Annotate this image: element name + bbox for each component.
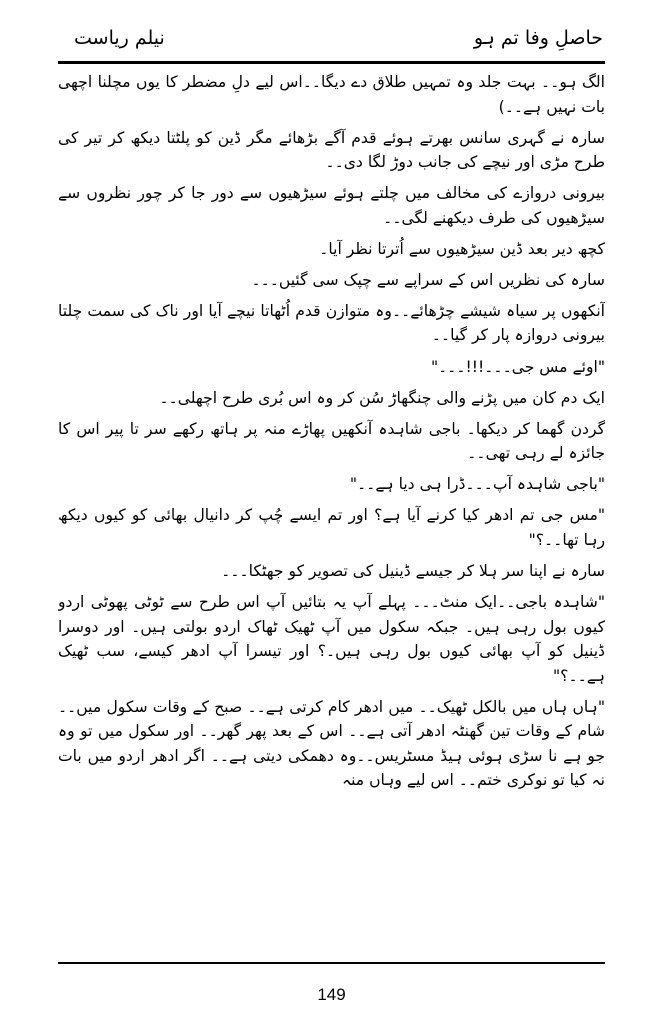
paragraph: سارہ نے گہری سانس بھرتے ہوئے قدم آگے بڑھائے مگر ڈین کو پلٹتا دیکھ کر تیر کی طرح مڑی اور نیچے کی جانب دوڑ لگا دی۔۔ bbox=[58, 128, 605, 172]
paragraph: سارہ کی نظریں اس کے سراپے سے چپک سی گئیں۔۔۔ bbox=[251, 270, 605, 289]
footer-divider bbox=[58, 962, 605, 964]
paragraph: "مس جی تم ادھر کیا کرنے آیا ہے؟ اور تم ایسے چُپ کر دانیال بھائی کو کیوں دیکھ رہا تھا۔۔؟" bbox=[58, 506, 605, 549]
paragraph: "شاہدہ باجی۔۔ایک منٹ۔۔۔ پہلے آپ یہ بتائیں آپ اس طرح سے ٹوٹی پھوٹی اردو کیوں بول رہی ہیں۔ جبکہ سکول میں آپ ٹھیک ٹھاک اردو بولتی ہیں۔ اور دوسرا ڈینیل کو آپ بھائی کیوں بول رہی ہیں۔؟ اور تیسرا آپ ادھر کیسے، سب ٹھیک ہے۔۔؟" bbox=[58, 593, 605, 685]
page-body bbox=[58, 70, 605, 958]
paragraph: کچھ دیر بعد ڈین سیڑھیوں سے اُترتا نظر آیا۔ bbox=[319, 239, 605, 258]
paragraph: "اوئے مس جی۔۔۔!!!۔۔۔" bbox=[430, 357, 605, 376]
page-number: 149 bbox=[317, 985, 346, 1004]
paragraph: گردن گھما کر دیکھا۔ باجی شاہدہ آنکھیں پھاڑے منہ پر ہاتھ رکھے سر تا پیر اس کا جائزہ لے رہی تھی۔۔ bbox=[58, 419, 605, 463]
paragraph: "ہاں ہاں میں بالکل ٹھیک۔۔ میں ادھر کام کرتی ہے۔۔ صبح کے وقات سکول میں۔۔شام کے وقات تین گھنٹہ ادھر آتی ہے۔۔ اس کے بعد پھر گھر۔۔ اور سکول میں تو وہ جو ہے نا سڑی ہوئی ہیڈ مسٹریس۔۔وہ دھمکی دیتی ہے۔۔ اگر ادھر اردو میں بات نہ کیا تو نوکری ختم۔۔ اس لیے وہاں منہ bbox=[58, 697, 605, 790]
paragraph: آنکھوں پر سیاہ شیشے چڑھائے۔۔وہ متوازن قدم اُٹھاتا نیچے آیا اور ناک کی سمت چلتا بیرونی دروازہ پار کر گیا۔۔ bbox=[58, 301, 605, 345]
author-name: نیلم ریاست bbox=[74, 27, 165, 49]
paragraph: سارہ نے اپنا سر ہلا کر جیسے ڈینیل کی تصویر کو جھٹکا۔۔۔ bbox=[221, 562, 605, 581]
paragraph: ایک دم کان میں پڑنے والی چنگھاڑ سُن کر وہ اس بُری طرح اچھلی۔۔ bbox=[159, 388, 605, 407]
paragraph: "باجی شاہدہ آپ۔۔۔ڈرا ہی دیا ہے۔۔" bbox=[349, 475, 605, 494]
paragraph: بیرونی دروازے کی مخالف میں چلتے ہوئے سیڑھیوں سے دور جا کر چور نظروں سے سیڑھیوں کی طرف دیکھنے لگی۔۔ bbox=[58, 184, 605, 227]
paragraph: الگ ہو۔۔ بہت جلد وہ تمہیں طلاق دے دیگا۔۔اس لیے دلِ مضطر کا یوں مچلنا اچھی بات نہیں ہے۔۔) bbox=[58, 73, 605, 116]
header-divider bbox=[58, 61, 605, 64]
book-title: حاصلِ وفا تم ہو bbox=[473, 27, 603, 49]
